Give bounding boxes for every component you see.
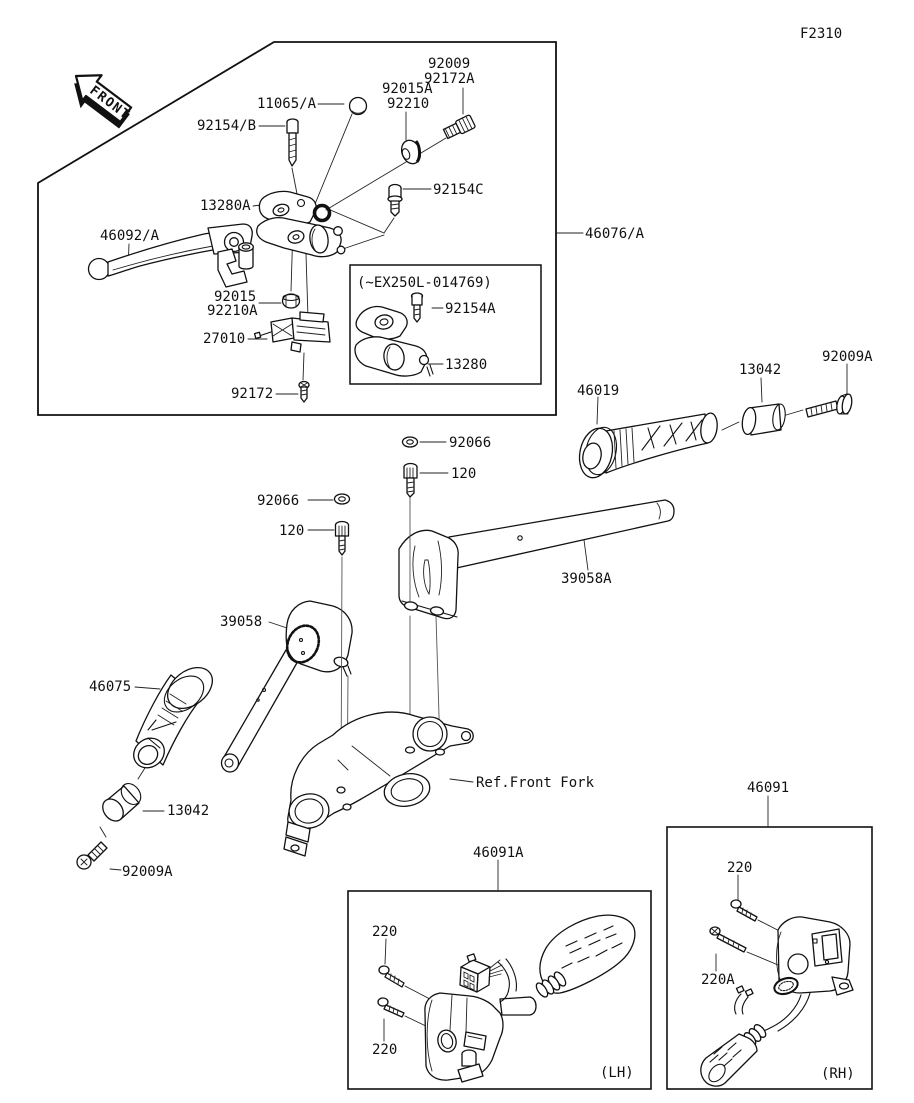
callout-92009A-right: 92009A: [822, 349, 873, 365]
callout-46091A: 46091A: [473, 845, 524, 861]
callout-13042-left: 13042: [167, 803, 210, 819]
callout-220-lh-top: 220: [372, 924, 398, 940]
screw-92172-drawing: [299, 382, 309, 403]
spacer-13042-right-drawing: [741, 403, 787, 435]
callout-120-left: 120: [279, 523, 305, 539]
lh-switch-drawing: [378, 915, 635, 1082]
front-arrow-label: FRONT: [86, 83, 133, 124]
callout-92009: 92009: [428, 56, 471, 72]
callout-92154C: 92154C: [433, 182, 484, 198]
washer-92066-upper-drawing: [403, 437, 418, 447]
callout-13042-right: 13042: [739, 362, 782, 378]
callout-39058: 39058: [220, 614, 263, 630]
washer-92066-left-drawing: [335, 494, 350, 504]
callout-92172A: 92172A: [424, 71, 475, 87]
callout-27010: 27010: [203, 331, 246, 347]
grommet-92210-drawing: [398, 138, 423, 167]
bolt-120-upper-drawing: [404, 464, 417, 498]
side-label-lh: (LH): [600, 1065, 634, 1081]
right-holder-39058A-drawing: [399, 530, 458, 618]
callout-46091: 46091: [747, 780, 790, 796]
left-handlebar-39058-drawing: [222, 650, 299, 772]
holder-13280-drawing: [355, 293, 433, 376]
bolt-92009A-left-drawing: [77, 842, 107, 869]
bolt-92154C-drawing: [388, 185, 402, 217]
callout-92015: 92015: [214, 289, 257, 305]
callout-46076A: 46076/A: [585, 226, 645, 242]
callout-92172: 92172: [231, 386, 274, 402]
callout-46019: 46019: [577, 383, 620, 399]
callout-46092A: 46092/A: [100, 228, 160, 244]
bolt-92154B-drawing: [287, 119, 298, 166]
bolt-120-left-drawing: [336, 522, 349, 556]
figure-code-label: F2310: [800, 26, 843, 42]
callout-13280A: 13280A: [200, 198, 251, 214]
callout-46075: 46075: [89, 679, 132, 695]
right-handlebar-39058A-drawing: [449, 500, 674, 569]
side-label-rh: (RH): [821, 1066, 855, 1082]
callout-220-rh: 220: [727, 860, 753, 876]
left-grip-46075-drawing: [128, 659, 220, 774]
triple-clamp-drawing: [284, 712, 473, 856]
callout-92154B: 92154/B: [197, 118, 257, 134]
spacer-13042-left-drawing: [99, 780, 145, 825]
rh-switch-drawing: [701, 900, 853, 1086]
callout-120-upper: 120: [451, 466, 477, 482]
screw-92009-drawing: [443, 115, 476, 141]
callout-11065A: 11065/A: [257, 96, 317, 112]
callout-220A: 220A: [701, 972, 735, 988]
callout-92066-left: 92066: [257, 493, 300, 509]
cap-11065A-drawing: [350, 98, 367, 115]
callout-92066-upper: 92066: [449, 435, 492, 451]
bolt-92009A-right-drawing: [806, 393, 853, 417]
callout-92015A: 92015A: [382, 81, 433, 97]
range-note-label: (~EX250L-014769): [357, 275, 492, 291]
callout-13280: 13280: [445, 357, 488, 373]
callout-92009A-left: 92009A: [122, 864, 173, 880]
callout-220-lh-bottom: 220: [372, 1042, 398, 1058]
callout-92210: 92210: [387, 96, 430, 112]
ref-front-fork-label: Ref.Front Fork: [476, 775, 595, 791]
callout-92154A: 92154A: [445, 301, 496, 317]
callout-39058A: 39058A: [561, 571, 612, 587]
callout-92210A: 92210A: [207, 303, 258, 319]
front-arrow-icon: [62, 63, 139, 134]
switch-27010-drawing: [255, 312, 330, 352]
nut-92015-drawing: [283, 294, 300, 308]
